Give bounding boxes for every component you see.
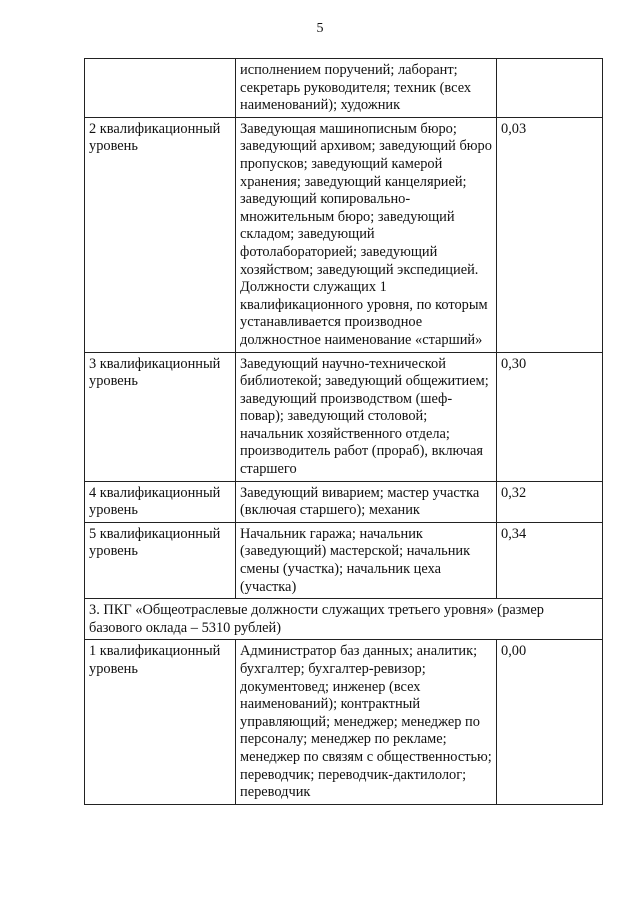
positions-cell: Заведующая машинописным бюро; заведующий архивом; заведующий бюро пропусков; заведующий камерой хранения; заведующий канцелярией; заведующий копировально-множительным бюро; заведующий складом; заведующий фотолабораторией; заведующий хозяйством; заведующий экспедицией. Должности служащих 1 квалификационного уровня, по которым устанавливается производное должностное наименование «старший»	[236, 117, 497, 352]
level-cell: 3 квалификационный уровень	[85, 352, 236, 481]
positions-cell: Администратор баз данных; аналитик; бухгалтер; бухгалтер-ревизор; документовед; инженер (всех наименований); контрактный управляющий; менеджер; менеджер по персоналу; менеджер по рекламе; менеджер по связям с общественностью; переводчик; переводчик-дактилолог; переводчик	[236, 640, 497, 804]
table-row	[85, 352, 603, 481]
page-number: 5	[316, 21, 324, 36]
level-cell: 5 квалификационный уровень	[85, 522, 236, 598]
table-row	[85, 59, 603, 118]
coefficient-cell: 0,03	[497, 117, 603, 352]
coefficient-cell: 0,00	[497, 640, 603, 804]
coefficient-cell	[497, 59, 603, 118]
positions-cell: Начальник гаража; начальник (заведующий) мастерской; начальник смены (участка); начальник цеха (участка)	[236, 522, 497, 598]
level-cell: 1 квалификационный уровень	[85, 640, 236, 804]
coefficient-cell: 0,30	[497, 352, 603, 481]
positions-cell: Заведующий виварием; мастер участка (включая старшего); механик	[236, 481, 497, 522]
table-row	[85, 522, 603, 598]
qualification-table	[84, 58, 603, 805]
positions-cell: Заведующий научно-технической библиотекой; заведующий общежитием; заведующий производством (шеф-повар); заведующий столовой; начальник хозяйственного отдела; производитель работ (прораб), включая старшего	[236, 352, 497, 481]
coefficient-cell: 0,34	[497, 522, 603, 598]
table-row	[85, 481, 603, 522]
positions-cell: исполнением поручений; лаборант; секретарь руководителя; техник (всех наименований); художник	[236, 59, 497, 118]
level-cell	[85, 59, 236, 118]
group-heading: 3. ПКГ «Общеотраслевые должности служащих третьего уровня» (размер базового оклада – 5310 рублей)	[85, 599, 603, 640]
coefficient-cell: 0,32	[497, 481, 603, 522]
level-cell: 4 квалификационный уровень	[85, 481, 236, 522]
table-row	[85, 117, 603, 352]
group-heading-row	[85, 599, 603, 640]
table-row	[85, 640, 603, 804]
level-cell: 2 квалификационный уровень	[85, 117, 236, 352]
